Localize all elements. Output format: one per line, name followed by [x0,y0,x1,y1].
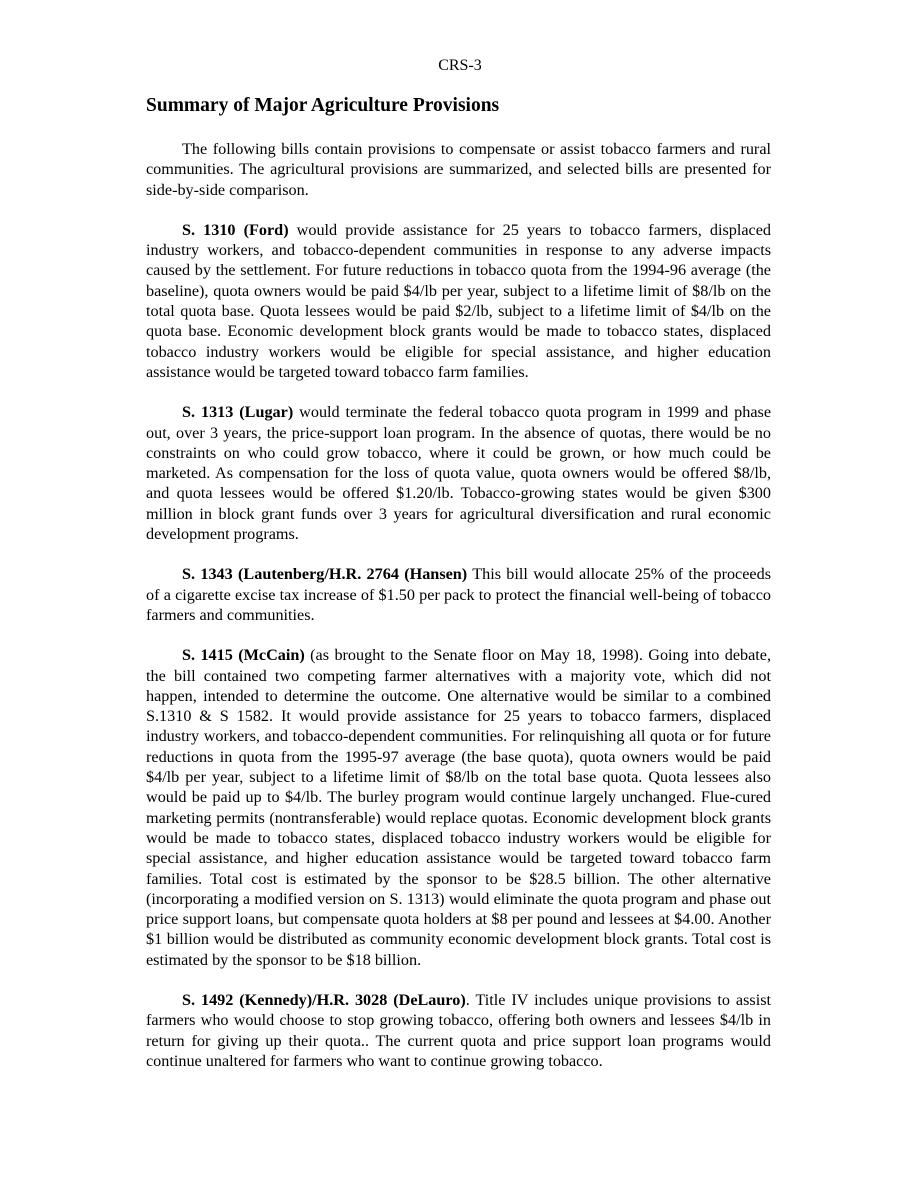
bill-paragraph-s1313 [146,402,771,544]
page-content [146,94,771,1091]
bill-paragraph-s1492 [146,990,771,1071]
page-header: CRS-3 [438,57,482,74]
paragraph-text: The following bills contain provisions to compensate or assist tobacco farmers and rural communities. The agricultural provisions are summarized, and selected bills are presented for side-by-side comparison. [146,140,771,199]
bill-name: S. 1492 (Kennedy)/H.R. 3028 (DeLauro) [182,990,466,1009]
intro-paragraph [146,139,771,200]
bill-paragraph-s1310 [146,220,771,382]
bill-name: S. 1310 (Ford) [182,220,289,239]
paragraph-text: would terminate the federal tobacco quota program in 1999 and phase out, over 3 years, the price-support loan program. In the absence of quotas, there would be no constraints on who could grow tobacco, where it could be grown, or how much could be marketed. As compensation for the loss of quota value, quota owners would be offered $8/lb, and quota lessees would be offered $1.20/lb. Tobacco-growing states would be given $300 million in block grant funds over 3 years for agricultural diversification and rural economic development programs. [146,403,771,544]
bill-paragraph-s1415 [146,645,771,970]
bill-name: S. 1313 (Lugar) [182,403,294,422]
paragraph-text: . Title IV includes unique provisions to assist farmers who would choose to stop growing tobacco, offering both owners and lessees $4/lb in return for giving up their quota.. The current quota and price support loan programs would continue unaltered for farmers who want to continue growing tobacco. [146,990,771,1070]
paragraph-text: would provide assistance for 25 years to tobacco farmers, displaced industry workers, and tobacco-dependent communities in response to any adverse impacts caused by the settlement. For future reductions in tobacco quota from the 1994-96 average (the baseline), quota owners would be paid $4/lb per year, subject to a lifetime limit of $8/lb on the total quota base. Quota lessees would be paid $2/lb, subject to a lifetime limit of $4/lb on the quota base. Economic development block grants would be made to tobacco states, displaced tobacco industry workers would be eligible for special assistance, and higher education assistance would be targeted toward tobacco farm families. [146,220,771,381]
bill-paragraph-s1343 [146,564,771,625]
paragraph-text: This bill would allocate 25% of the proceeds of a cigarette excise tax increase of $1.50 per pack to protect the financial well-being of tobacco farmers and communities. [146,565,771,624]
bill-name: S. 1415 (McCain) [182,646,305,665]
section-title: Summary of Major Agriculture Provisions [146,95,500,116]
bill-name: S. 1343 (Lautenberg/H.R. 2764 (Hansen) [182,565,468,584]
paragraph-text: (as brought to the Senate floor on May 18, 1998). Going into debate, the bill contained two competing farmer alternatives with a majority vote, which did not happen, intended to determine the outcome. One alternative would be similar to a combined S.1310 & S 1582. It would provide assistance for 25 years to tobacco farmers, displaced industry workers, and tobacco-dependent communities. For relinquishing all quota or for future reductions in quota from the 1995-97 average (the base quota), quota owners would be paid $4/lb per year, subject to a lifetime limit of $8/lb on the total base quota. Quota lessees also would be paid up to $4/lb. The burley program would continue largely unchanged. Flue-cured marketing permits (nontransferable) would replace quotas. Economic development block grants would be made to tobacco states, displaced tobacco industry workers would be eligible for special assistance, and higher education assistance would be targeted toward tobacco farm families. Total cost is estimated by the sponsor to be $28.5 billion. The other alternative (incorporating a modified version on S. 1313) would eliminate the quota program and phase out price support loans, but compensate quota holders at $8 per pound and lessees at $4.00. Another $1 billion would be distributed as community economic development block grants. Total cost is estimated by the sponsor to be $18 billion. [146,646,772,969]
